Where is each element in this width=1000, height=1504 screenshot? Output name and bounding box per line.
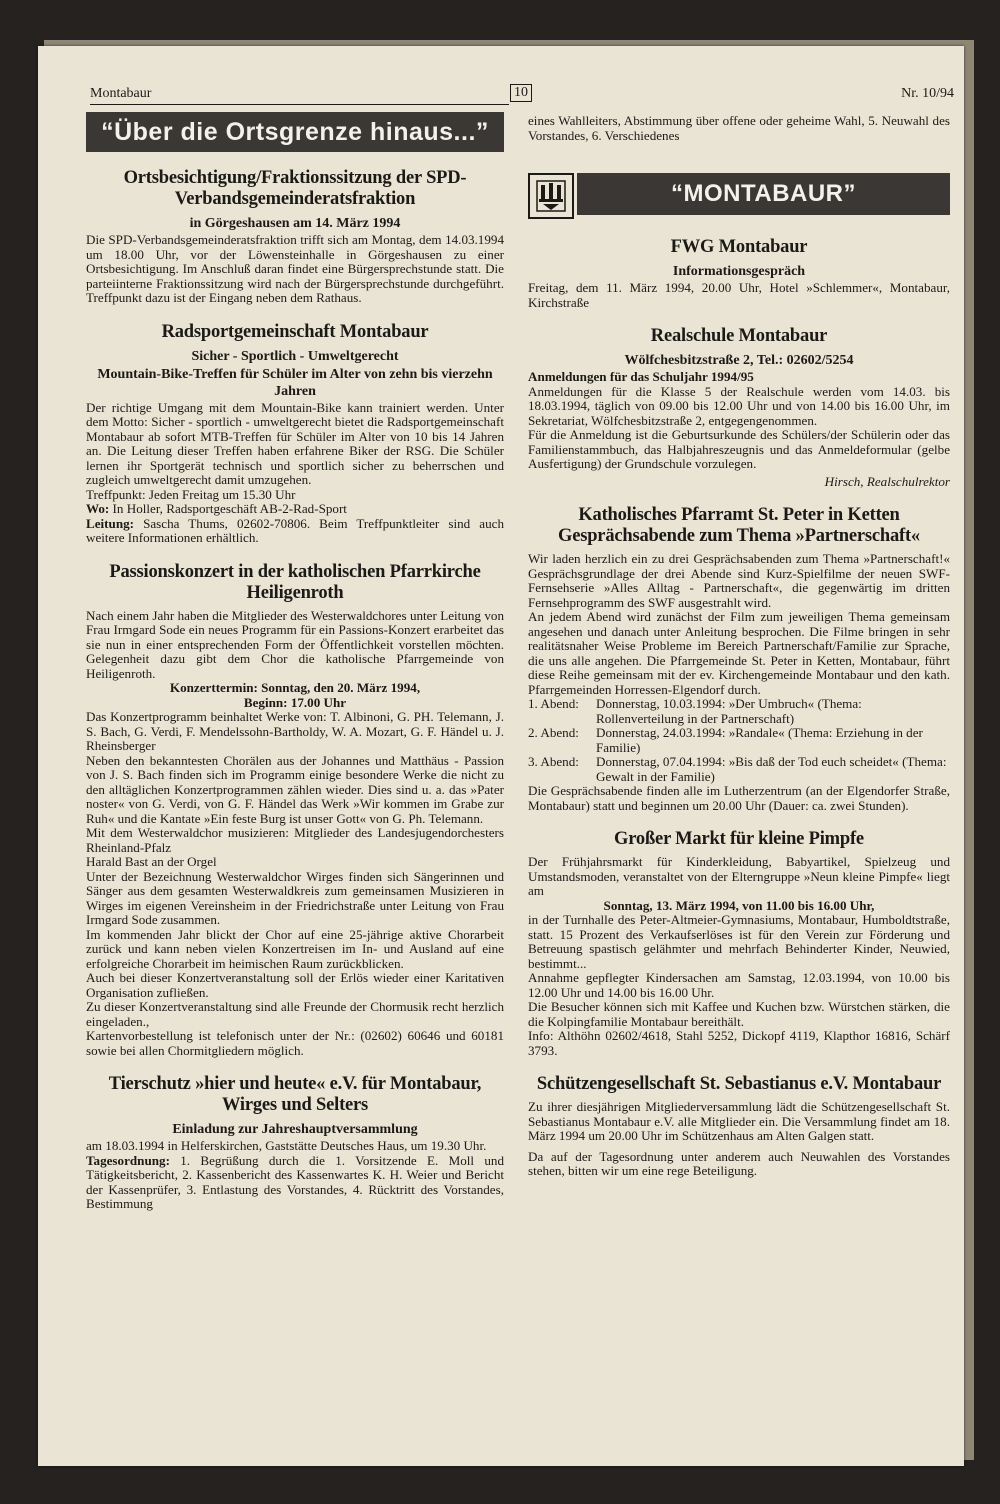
header-rule: [90, 104, 509, 105]
article-body: Die Gesprächsabende finden alle im Lutherzentrum (an der Elgendorfer Straße, Montabaur) statt und beginnen um 20.00 Uhr (Dauer: ca. zwei Stunden).: [528, 783, 950, 813]
article-radsport: [86, 322, 504, 546]
article-fwg: [528, 237, 950, 310]
article-body: Für die Anmeldung ist die Geburtsurkunde des Schülers/der Schülerin oder das Familienstammbuch, das Halbjahreszeugnis und das Anmeldeformular (gelbe Ausfertigung) der Grundschule vorzulegen.: [528, 427, 950, 471]
article-body: Der richtige Umgang mit dem Mountain-Bike kann trainiert werden. Unter dem Motto: Sicher - sportlich - umweltgerecht bietet die Radsportgemeinschaft Montabaur ab sofort MTB-Treffen für Schüler im Alter von 10 bis 14 Jahren an. Die Leitung dieser Treffen haben erfahrene Biker der RSG. Die Schüler lernen ihr Sportgerät technisch und sportlich sicher zu beherrschen und zugleich umweltgerecht damit umzugehen.: [86, 399, 504, 487]
article-body: An jedem Abend wird zunächst der Film zum jeweiligen Thema gemeinsam angesehen und danach unter Anleitung besprochen. Die Filme bringen in sehr realitätsnaher Weise Probleme im Bereich Partnerschaft/Familie zur Sprache, die uns alle angehen. Die Pfarrgemeinde St. Peter in Ketten, Montabaur, führt diese Reihe gemeinsam mit der ev. Kirchengemeinde Montabaur und den kath. Pfarrgemeinden Horressen-Elgendorf durch.: [528, 609, 950, 697]
article-signature: Hirsch, Realschulrektor: [824, 473, 950, 489]
article-body: Kartenvorbestellung ist telefonisch unter der Nr.: (02602) 60646 und 60181 sowie bei allen Chormitgliedern möglich.: [86, 1028, 504, 1058]
article-schuetzen: [528, 1074, 950, 1179]
right-column: [528, 114, 950, 1179]
article-body: Auch bei dieser Konzertveranstaltung soll der Erlös wieder einer Karitativen Organisation zufließen.: [86, 970, 504, 1000]
article-line: Leitung: Sascha Thums, 02602-70806. Beim Treffpunktleiter sind auch weitere Informationen erhältlich.: [86, 515, 504, 545]
article-body: Im kommenden Jahr blickt der Chor auf eine 25-jährige aktive Chorarbeit zurück und kann neben vielen Konzertreisen im In- und Ausland auf eine erfolgreiche Chorarbeit im heimischen Raum zurückblicken.: [86, 926, 504, 971]
article-spd: [86, 168, 504, 306]
article-agenda: Tagesordnung: 1. Begrüßung durch die 1. Vorsitzende E. Moll und Tätigkeitsbericht, 2. Kassenbericht des Kassenwartes K. H. Weier und Bericht der Kassenprüfer, 3. Entlastung des Vorstandes, 4. Rücktritt des Vorstandes, Bestimmung: [86, 1152, 504, 1211]
article-body: Der Frühjahrsmarkt für Kinderkleidung, Babyartikel, Spielzeug und Umstandsmoden, veranstaltet von der Elterngruppe »Neun kleine Pimpfe« liegt am: [528, 854, 950, 898]
article-pfarramt: [528, 505, 950, 813]
newspaper-page: [38, 46, 964, 1466]
header-town: Montabaur: [90, 86, 152, 101]
article-title: Ortsbesichtigung/Fraktionssitzung der SPD-Verbandsgemeinderatsfraktion: [123, 168, 467, 209]
article-body: Annahme gepflegter Kindersachen am Samstag, 12.03.1994, von 10.00 bis 12.00 Uhr und 14.00 bis 16.00 Uhr.: [528, 970, 950, 1000]
article-body: Das Konzertprogramm beinhaltet Werke von: T. Albinoni, G. PH. Telemann, J. S. Bach, G. Verdi, F. Mendelssohn-Bartholdy, W. A. Mozart, G. F. Händel u. J. Rheinsberger: [86, 709, 504, 753]
article-heading: Anmeldungen für das Schuljahr 1994/95: [528, 369, 754, 384]
article-title: Katholisches Pfarramt St. Peter in Ketten Gesprächsabende zum Thema »Partnerschaft«: [558, 505, 920, 546]
article-title: FWG Montabaur: [670, 237, 808, 257]
section-banner-ortsgrenze: “Über die Ortsgrenze hinaus...”: [86, 112, 504, 152]
article-body: Zu dieser Konzertveranstaltung sind alle Freunde der Chormusik recht herzlich eingeladen.,: [86, 999, 504, 1029]
concert-date: Konzerttermin: Sonntag, den 20. März 1994,: [169, 680, 421, 695]
article-body: Die Besucher können sich mit Kaffee und Kuchen bzw. Würstchen stärken, die die Kolpingfamilie Montabaur bereithält.: [528, 999, 950, 1029]
market-date: Sonntag, 13. März 1994, von 11.00 bis 16.00 Uhr,: [603, 897, 875, 913]
article-body: am 18.03.1994 in Helferskirchen, Gaststätte Deutsches Haus, um 19.30 Uhr.: [86, 1138, 487, 1153]
article-title: Passionskonzert in der katholischen Pfarrkirche Heiligenroth: [109, 561, 481, 603]
article-subtitle: in Görgeshausen am 14. März 1994: [189, 216, 401, 231]
article-body: Wir laden herzlich ein zu drei Gesprächsabenden zum Thema »Partnerschaft!« Gesprächsgrundlage der drei Abende sind Kurz-Spielfilme der neuen SWF-Fernsehserie »Alles Alltag - Partnerschaft«, die gegenwärtig im dritten Fernsehprogramm des SWF ausgestrahlt wird.: [528, 551, 950, 610]
article-line: Treffpunkt: Jeden Freitag um 15.30 Uhr: [86, 486, 296, 502]
article-subtitle: Informationsgespräch: [672, 264, 806, 279]
header-page-number: 10: [510, 84, 532, 102]
concert-start: Beginn: 17.00 Uhr: [243, 694, 347, 710]
article-body: Zu ihrer diesjährigen Mitgliederversammlung lädt die Schützengesellschaft St. Sebastianus Montabaur e.V. alle Mitglieder ein. Die Versammlung findet am 18. März 1994 um 20.00 Uhr im Schützenhaus am Alten Galgen statt.: [528, 1099, 950, 1143]
article-body: Mit dem Westerwaldchor musizieren: Mitglieder des Landesjugendorchesters Rheinland-Pfalz: [86, 825, 504, 855]
evening-item: 2. Abend: Donnerstag, 24.03.1994: »Randale« (Thema: Erziehung in der Familie): [528, 725, 923, 755]
section-banner-montabaur: [528, 173, 950, 219]
article-title: Großer Markt für kleine Pimpfe: [614, 829, 864, 849]
article-subtitle: Mountain-Bike-Treffen für Schüler im Alter von zehn bis vierzehn Jahren: [97, 366, 493, 399]
article-pimpfe: [528, 829, 950, 1058]
article-title: Radsportgemeinschaft Montabaur: [161, 321, 429, 342]
article-body: Freitag, dem 11. März 1994, 20.00 Uhr, Hotel »Schlemmer«, Montabaur, Kirchstraße: [528, 280, 950, 310]
article-title: Realschule Montabaur: [650, 326, 828, 346]
banner-title: “MONTABAUR”: [577, 173, 950, 215]
continued-text: eines Wahlleiters, Abstimmung über offene oder geheime Wahl, 5. Neuwahl des Vorstandes, 6. Verschiedenes: [528, 113, 950, 143]
article-line: Wo: In Holler, Radsportgeschäft AB-2-Rad-Sport: [86, 501, 347, 516]
header-issue: Nr. 10/94: [901, 86, 954, 101]
article-body: Neben den bekanntesten Chorälen aus der Johannes und Matthäus - Passion von J. S. Bach finden sich im Programm einige besondere Werke die nicht zu den alltäglichen Konzertprogrammen zählen wieder. Dies sind u. a. das »Pater noster« von G. Verdi, von G. F. Händel das Werk »Wir kommen im Grabe zur Ruh« und die Kantate »Ein feste Burg ist unser Gott« von G. Ph. Telemann.: [86, 752, 504, 826]
article-body: Unter der Bezeichnung Westerwaldchor Wirges finden sich Sängerinnen und Sänger aus dem gesamten Westerwaldkreis zum gemeinsamen Musizieren in Wirges im eigenen Vereinsheim in der Friedrichstraße unter Leitung von Frau Irmgard Sode zusammen.: [86, 868, 504, 927]
article-subtitle: Einladung zur Jahreshauptversammlung: [172, 1122, 418, 1137]
article-body: Da auf der Tagesordnung unter anderem auch Neuwahlen des Vorstandes stehen, bitten wir um eine rege Beteiligung.: [528, 1148, 950, 1178]
article-title: Schützengesellschaft St. Sebastianus e.V. Montabaur: [536, 1074, 942, 1094]
article-body: in der Turnhalle des Peter-Altmeier-Gymnasiums, Montabaur, Humboldtstraße, statt. 15 Prozent des Verkaufserlöses ist für den Verein zur Förderung und Betreuung spastisch gelähmter und mehrfach Behinderter Kinder, Neuwied, bestimmt...: [528, 912, 950, 971]
article-body: Anmeldungen für die Klasse 5 der Realschule werden vom 14.03. bis 18.03.1994, täglich von 09.00 bis 12.00 Uhr und von 14.00 bis 16.00 Uhr, im Sekretariat, Wölfchesbitzstraße 2, entgegengenommen.: [528, 383, 950, 428]
evening-item: 1. Abend: Donnerstag, 10.03.1994: »Der Umbruch« (Thema: Rollenverteilung in der Partnerschaft): [528, 696, 862, 726]
article-tierschutz: [86, 1074, 504, 1212]
article-body: Die SPD-Verbandsgemeinderatsfraktion trifft sich am Montag, dem 14.03.1994 um 18.00 Uhr, vor der Löwensteinhalle in Görgeshausen zu einer Ortsbesichtigung. Im Anschluß daran findet eine Bürgersprechstunde statt. Die parteiinterne Fraktionssitzung wird nach der Bürgersprechstunde durchgeführt. Treffpunkt dazu ist der Eingang neben dem Rathaus.: [86, 232, 504, 305]
left-column: [86, 112, 504, 1212]
article-subtitle: Sicher - Sportlich - Umweltgerecht: [191, 348, 399, 364]
article-body: Info: Althöhn 02602/4618, Stahl 5252, Dickopf 4119, Klapthor 16816, Schärf 3793.: [528, 1028, 950, 1058]
article-realschule: [528, 326, 950, 489]
article-body: Nach einem Jahr haben die Mitglieder des Westerwaldchores unter Leitung von Frau Irmgard Sode ein neues Programm für ein Passions-Konzert erarbeitet das sie nun in einer entsprechenden Form der Öffentlichkeit vorstellen möchten. Gelegenheit dazu gibt dem Chor die katholische Pfarrgemeinde von Heiligenroth.: [86, 607, 504, 681]
article-body: Harald Bast an der Orgel: [86, 854, 217, 869]
article-passionskonzert: [86, 562, 504, 1059]
article-title: Tierschutz »hier und heute« e.V. für Montabaur, Wirges und Selters: [108, 1074, 482, 1115]
article-subtitle: Wölfchesbitzstraße 2, Tel.: 02602/5254: [624, 353, 854, 368]
town-crest-icon: [528, 173, 574, 219]
evening-item: 3. Abend: Donnerstag, 07.04.1994: »Bis daß der Tod euch scheidet« (Thema: Gewalt in der Familie): [528, 754, 947, 784]
